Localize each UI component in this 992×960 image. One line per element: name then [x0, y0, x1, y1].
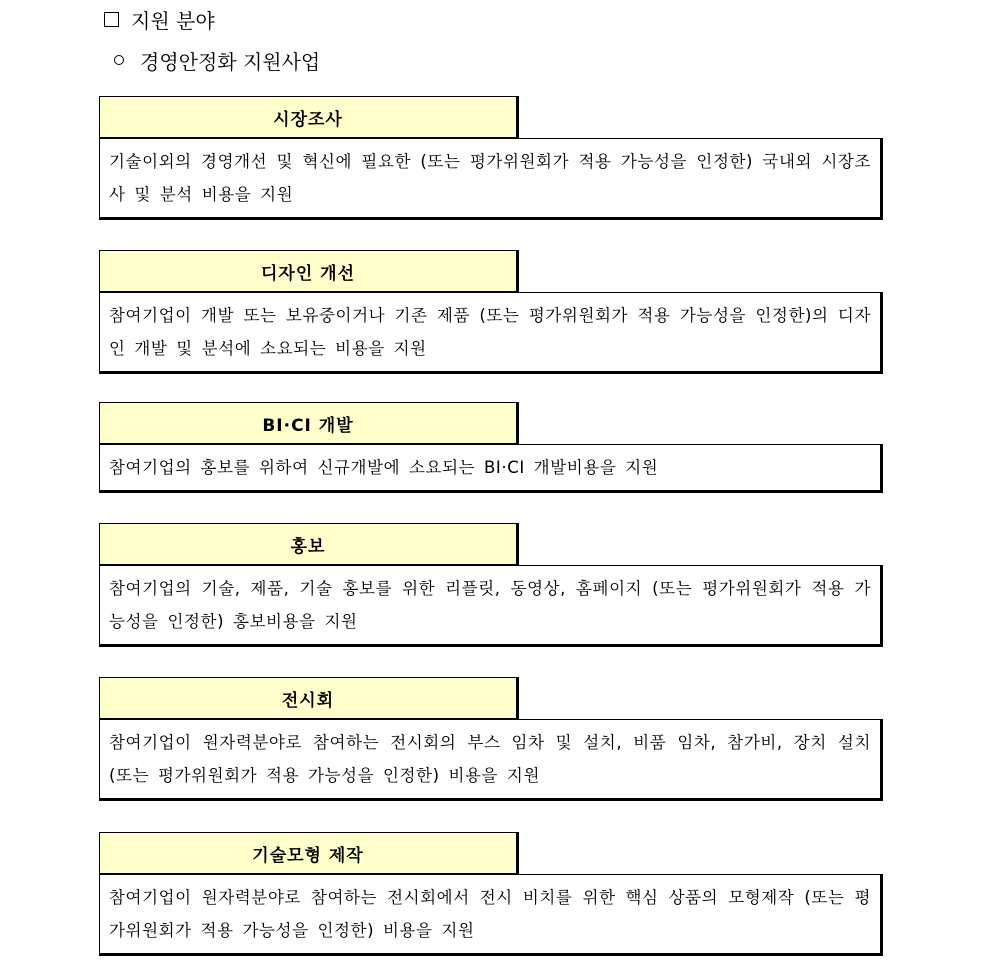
section-heading [104, 4, 215, 34]
circle-bullet-icon [114, 55, 124, 65]
section-subheading-label: 경영안정화 지원사업 [140, 49, 321, 74]
section-subheading [114, 45, 320, 75]
support-item-title: 기술모형 제작 [99, 832, 519, 874]
support-item-description: 참여기업이 원자력분야로 참여하는 전시회에서 전시 비치를 위한 핵심 상품의 모형제작 (또는 평가위원회가 적용 가능성을 인정한) 비용을 지원 [99, 874, 883, 956]
support-item-description: 기술이외의 경영개선 및 혁신에 필요한 (또는 평가위원회가 적용 가능성을 인정한) 국내외 시장조사 및 분석 비용을 지원 [99, 138, 883, 220]
support-item-title: 시장조사 [99, 96, 519, 138]
square-bullet-icon [104, 12, 119, 27]
support-item-description: 참여기업이 개발 또는 보유중이거나 기존 제품 (또는 평가위원회가 적용 가능성을 인정한)의 디자인 개발 및 분석에 소요되는 비용을 지원 [99, 292, 883, 374]
support-item-title: 홍보 [99, 523, 519, 565]
support-item-title: BI·CI 개발 [99, 402, 519, 444]
support-item-description: 참여기업의 기술, 제품, 기술 홍보를 위한 리플릿, 동영상, 홈페이지 (또는 평가위원회가 적용 가능성을 인정한) 홍보비용을 지원 [99, 565, 883, 647]
support-item-description: 참여기업이 원자력분야로 참여하는 전시회의 부스 임차 및 설치, 비품 임차, 참가비, 장치 설치 (또는 평가위원회가 적용 가능성을 인정한) 비용을 지원 [99, 719, 883, 801]
support-item-title: 디자인 개선 [99, 250, 519, 292]
support-item-title: 전시회 [99, 677, 519, 719]
support-item-description: 참여기업의 홍보를 위하여 신규개발에 소요되는 BI·CI 개발비용을 지원 [99, 444, 883, 493]
section-heading-label: 지원 분야 [131, 8, 215, 33]
